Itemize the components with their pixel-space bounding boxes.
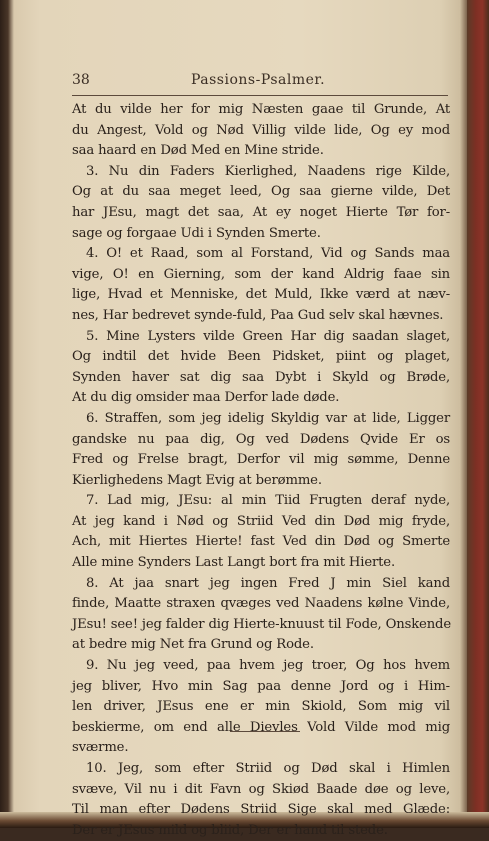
text-line: Og indtil det hvide Been Pidsket, piint og plaget,: [72, 349, 450, 365]
text-line: har JEsu, magt det saa, At ey noget Hierte Tør for-: [72, 204, 450, 220]
text-line: gandske nu paa dig, Og ved Dødens Qvide Er os: [72, 431, 450, 447]
text-line: at bedre mig Net fra Grund og Rode.: [72, 637, 314, 653]
text-line: beskierme, om end alle Dievles Vold Vilde mod mig: [72, 719, 450, 735]
text-line: nes, Har bedrevet synde-fuld, Paa Gud selv skal hævnes.: [72, 307, 444, 323]
text-line: Synden haver sat dig saa Dybt i Skyld og Brøde,: [72, 369, 450, 385]
text-line: finde, Maatte straxen qvæges ved Naadens kølne Vinde,: [72, 596, 450, 612]
text-line: vige, O! en Gierning, som der kand Aldrig faae sin: [72, 266, 450, 282]
page-header: [72, 72, 444, 92]
text-line: 7. Lad mig, JEsu: al min Tiid Frugten deraf nyde,: [86, 493, 450, 509]
hymn-text: [72, 100, 450, 841]
text-line: saa haard en Død Med en Mine stride.: [72, 143, 324, 159]
text-line: At du vilde her for mig Næsten gaae til Grunde, At: [72, 102, 450, 117]
text-line: svæve, Vil nu i dit Favn og Skiød Baade døe og leve,: [72, 781, 450, 797]
text-line: Til man efter Dødens Striid Sige skal med Glæde:: [72, 802, 450, 818]
end-rule: [230, 731, 300, 732]
text-line: Og at du saa meget leed, Og saa gierne vilde, Det: [72, 184, 450, 200]
text-line: Fred og Frelse bragt, Derfor vil mig sømme, Denne: [72, 452, 450, 468]
text-line: sværme.: [72, 740, 129, 756]
text-line: 4. O! et Raad, som al Forstand, Vid og Sands maa: [86, 246, 450, 262]
text-line: At du dig omsider maa Derfor lade døde.: [72, 390, 340, 406]
running-head: Passions-Psalmer.: [190, 72, 326, 88]
text-line: du Angest, Vold og Nød Villig vilde lide, Og ey mod: [72, 122, 450, 138]
header-rule: [72, 95, 448, 96]
text-line: 6. Straffen, som jeg idelig Skyldig var at lide, Ligger: [86, 410, 450, 426]
text-line: Ach, mit Hiertes Hierte! fast Ved din Død og Smerte: [72, 534, 450, 550]
text-line: 10. Jeg, som efter Striid og Død skal i Himlen: [86, 761, 450, 776]
text-line: jeg bliver, Hvo min Sag paa denne Jord og i Him-: [72, 678, 450, 694]
text-line: At jeg kand i Nød og Striid Ved din Død mig fryde,: [72, 513, 450, 529]
text-line: Kierlighedens Magt Evig at berømme.: [72, 472, 322, 488]
text-line: len driver, JEsus ene er min Skiold, Som mig vil: [72, 699, 450, 715]
text-line: 5. Mine Lysters vilde Green Har dig saadan slaget,: [86, 328, 450, 344]
text-line: JEsu! see! jeg falder dig Hierte-knuust til Fode, Onskende: [72, 616, 452, 632]
text-line: lige, Hvad et Menniske, det Muld, Ikke værd at næv-: [72, 287, 450, 303]
book-edge: [467, 0, 489, 828]
page-number: 38: [72, 72, 90, 88]
text-line: 8. At jaa snart jeg ingen Fred J min Siel kand: [86, 575, 450, 591]
text-line: Der er JEsus mild og bliid, Der er hand til stede.: [72, 822, 388, 838]
text-line: 9. Nu jeg veed, paa hvem jeg troer, Og hos hvem: [86, 658, 450, 674]
text-line: 3. Nu din Faders Kierlighed, Naadens rige Kilde,: [86, 163, 450, 179]
text-line: sage og forgaae Udi i Synden Smerte.: [72, 225, 321, 241]
page: [14, 0, 464, 838]
text-line: Alle mine Synders Last Langt bort fra mit Hierte.: [72, 555, 395, 571]
